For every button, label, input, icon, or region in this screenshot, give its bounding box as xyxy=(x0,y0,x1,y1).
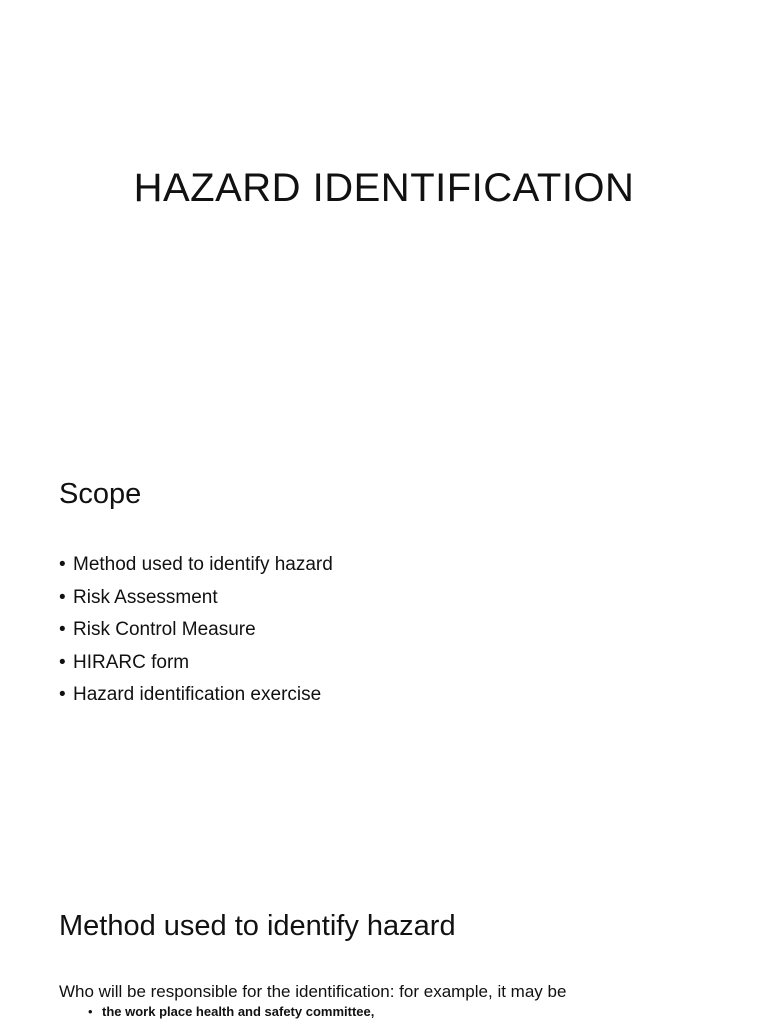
list-item-text: HIRARC form xyxy=(73,651,190,673)
bullet-icon: • xyxy=(59,684,66,705)
list-item xyxy=(59,679,333,712)
list-item xyxy=(59,614,333,647)
bullet-icon: • xyxy=(88,1004,93,1019)
scope-slide xyxy=(0,432,768,864)
list-item xyxy=(59,582,333,615)
method-slide xyxy=(0,864,768,1024)
list-item-text: Risk Assessment xyxy=(73,586,218,608)
list-item xyxy=(88,1004,374,1019)
list-item-text: the work place health and safety committee, xyxy=(102,1004,375,1019)
scope-bullet-list xyxy=(59,549,333,712)
list-item xyxy=(59,647,333,680)
bullet-icon: • xyxy=(59,554,66,575)
bullet-icon: • xyxy=(59,586,66,608)
title-slide xyxy=(0,0,768,432)
method-body-text: Who will be responsible for the identification: for example, it may be xyxy=(59,982,567,1001)
bullet-icon: • xyxy=(59,651,66,673)
method-sub-list xyxy=(88,1004,374,1019)
list-item-text: Risk Control Measure xyxy=(73,619,256,640)
bullet-icon: • xyxy=(59,619,66,640)
method-heading: Method used to identify hazard xyxy=(59,910,456,942)
slide-title: HAZARD IDENTIFICATION xyxy=(133,166,635,210)
scope-heading: Scope xyxy=(59,478,142,510)
list-item-text: Hazard identification exercise xyxy=(73,684,322,705)
list-item-text: Method used to identify hazard xyxy=(73,554,333,575)
list-item xyxy=(59,549,333,582)
